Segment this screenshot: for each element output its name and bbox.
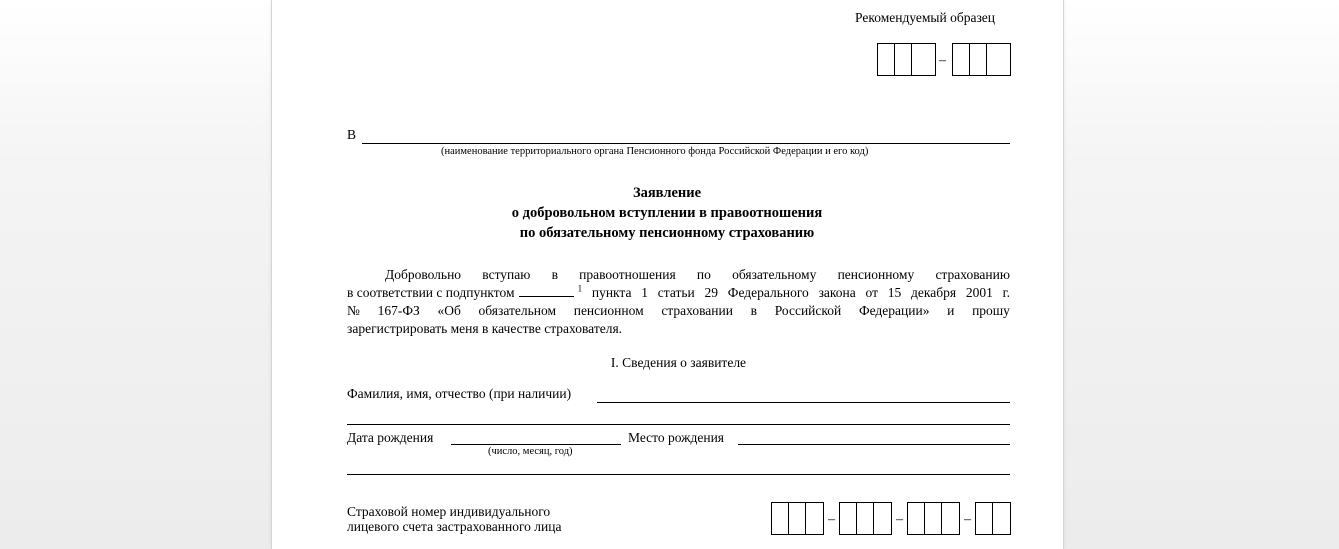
birth-place-label: Место рождения: [628, 430, 725, 445]
footnote-mark: 1: [577, 283, 583, 294]
document-subtitle-2: по обязательному пенсионному страхованию: [519, 225, 815, 241]
snils-cell: [925, 503, 942, 534]
body-line-3: № 167-ФЗ «Об обязательном пенсионном страховании в Российской Федерации» и прошу: [347, 303, 1010, 318]
birth-date-label: Дата рождения: [347, 430, 434, 445]
birth-date-field[interactable]: [451, 444, 621, 445]
birth-place-field-continued[interactable]: [347, 474, 1010, 475]
snils-cell: [857, 503, 874, 534]
code-cell: [878, 44, 895, 75]
document-page: [271, 0, 1064, 549]
snils-cell: [806, 503, 823, 534]
snils-cell: [840, 503, 857, 534]
addressee-field[interactable]: [362, 143, 1010, 144]
code-cell: [953, 44, 970, 75]
code-cell: [970, 44, 987, 75]
full-name-field[interactable]: [597, 402, 1010, 403]
snils-part1[interactable]: [771, 502, 824, 535]
snils-cell: [772, 503, 789, 534]
document-title: Заявление: [632, 185, 702, 201]
registration-code-part1[interactable]: [877, 43, 936, 76]
code-cell: [987, 44, 1004, 75]
code-separator: –: [939, 53, 946, 68]
snils-label-line1: Страховой номер индивидуального: [347, 504, 551, 519]
snils-cell: [908, 503, 925, 534]
full-name-label: Фамилия, имя, отчество (при наличии): [347, 386, 572, 401]
snils-label-line2: лицевого счета застрахованного лица: [347, 519, 562, 534]
snils-separator: –: [964, 512, 971, 527]
addressee-prefix: В: [347, 127, 357, 142]
body-line-1: Добровольно вступаю в правоотношения по обязательному пенсионному страхованию: [385, 267, 1010, 282]
full-name-field-continued[interactable]: [347, 424, 1010, 425]
registration-code-part2[interactable]: [952, 43, 1011, 76]
sample-label: Рекомендуемый образец: [855, 10, 996, 25]
snils-cell: [942, 503, 959, 534]
snils-separator: –: [828, 512, 835, 527]
snils-part2[interactable]: [839, 502, 892, 535]
birth-place-field[interactable]: [738, 444, 1010, 445]
snils-part3[interactable]: [907, 502, 960, 535]
body-line-2: в соответствии с подпунктом $^1$ пункта 1 статьи 29 Федерального закона от 15 декабря 2001 г.: [347, 283, 1010, 300]
snils-cell: [874, 503, 891, 534]
snils-separator: –: [896, 512, 903, 527]
snils-cell: [789, 503, 806, 534]
snils-checksum[interactable]: [975, 502, 1011, 535]
subparagraph-blank[interactable]: [519, 284, 574, 297]
code-cell: [912, 44, 929, 75]
birth-date-caption: (число, месяц, год): [488, 446, 573, 457]
addressee-caption: (наименование территориального органа Пенсионного фонда Российской Федерации и его код): [441, 146, 869, 157]
body-line-4: зарегистрировать меня в качестве страхователя.: [347, 321, 623, 336]
body-paragraph: [347, 266, 1010, 338]
section-heading: I. Сведения о заявителе: [610, 355, 747, 370]
snils-cell: [993, 503, 1010, 534]
code-cell: [895, 44, 912, 75]
snils-cell: [976, 503, 993, 534]
document-subtitle-1: о добровольном вступлении в правоотношения: [511, 205, 823, 221]
